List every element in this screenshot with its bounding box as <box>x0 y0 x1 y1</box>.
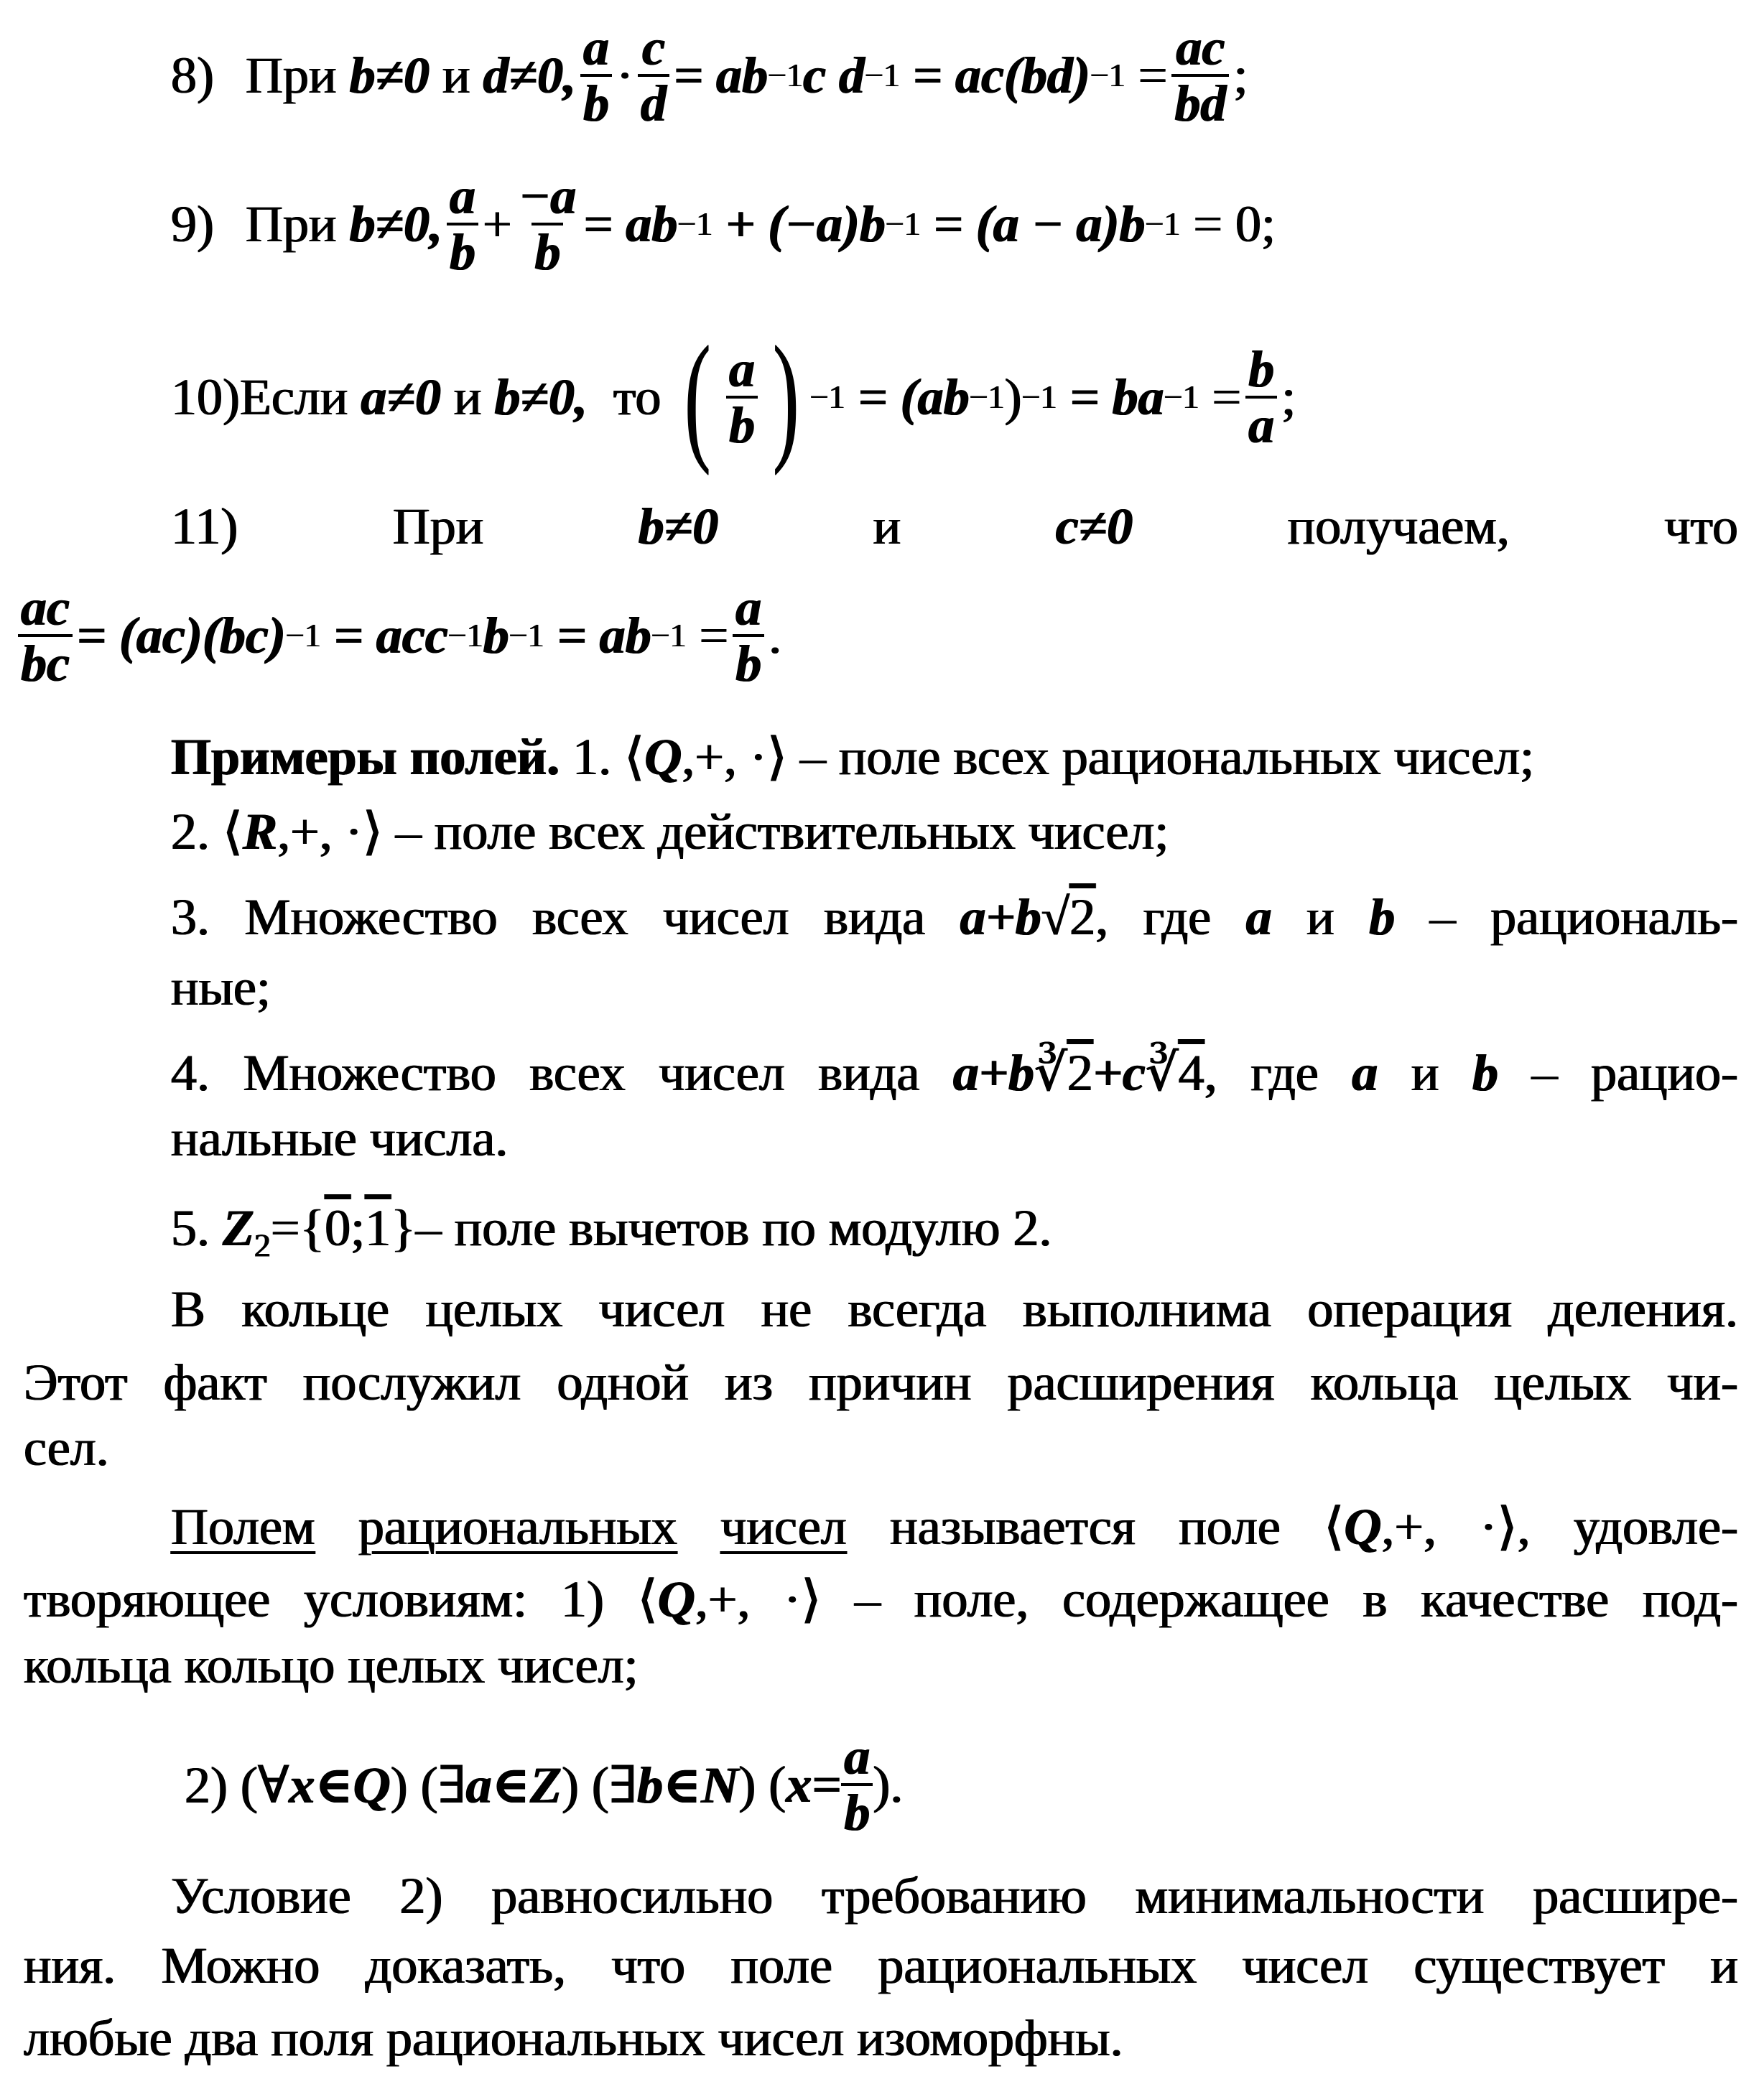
text: любые два поля рациональных чисел изоморфны. <box>24 2009 1123 2067</box>
math: b≠0 <box>638 498 719 555</box>
underlined-term: чисел <box>720 1498 847 1556</box>
item-11 <box>171 490 1738 562</box>
math: R <box>243 803 278 860</box>
math: = ab <box>583 195 678 253</box>
paragraph-line <box>24 1930 1738 2001</box>
item-9: 9) При b≠0, $\frac{a}{b}$ + $\frac{-a}{b}$ = ab −1 + (−a)b −1 = (a − a)b −1 = 0; <box>171 167 1276 281</box>
text: 11) При <box>171 498 484 555</box>
underlined-term: рациональных <box>358 1498 677 1556</box>
text: 5. <box>171 1199 210 1257</box>
text: то <box>613 368 662 426</box>
math: 0 <box>325 1199 351 1257</box>
math: c≠0 <box>1055 498 1133 555</box>
math: ) (∃ <box>562 1756 638 1814</box>
text: и <box>1411 1044 1439 1102</box>
math: = <box>1138 46 1168 104</box>
fraction <box>580 21 612 130</box>
math: = <box>699 606 729 664</box>
fraction <box>18 581 73 690</box>
math: ). <box>873 1755 904 1813</box>
text: кольца кольцо целых чисел; <box>24 1637 639 1694</box>
text: При <box>245 46 337 104</box>
fraction-denominator: b <box>580 74 612 130</box>
math: + (−a)b <box>725 195 886 253</box>
example-2 <box>171 796 1738 868</box>
fraction-denominator: b <box>733 634 764 690</box>
math: b≠0, <box>349 195 443 253</box>
math: = ab <box>557 606 651 664</box>
math: ; <box>1281 368 1296 426</box>
fraction <box>1171 21 1229 130</box>
math: Q <box>1344 1498 1382 1556</box>
text: ,+, ·⟩ – поле всех рациональных чисел; <box>682 728 1535 786</box>
math: Z <box>223 1199 254 1257</box>
math: b <box>1369 888 1396 946</box>
fraction-denominator: b <box>447 223 478 279</box>
fraction <box>726 340 758 454</box>
fraction-denominator: bd <box>1171 74 1229 130</box>
text: творяющее условиям: 1) ⟨ <box>24 1571 658 1628</box>
text: В кольце целых чисел не всегда выполнима операция деления. <box>171 1280 1738 1338</box>
sqrt-sign: √ <box>1041 888 1070 946</box>
item-11-formula: $\frac{ac}{bc}$ = (ac)(bc) −1 = acc −1 b −1 = ab −1 = $\frac{a}{b}$ . <box>18 575 781 697</box>
text: сел. <box>24 1419 109 1477</box>
math: Q <box>644 728 682 786</box>
example-3-continued <box>171 952 1738 1023</box>
cube-root-sign: ∛ <box>1034 1044 1067 1102</box>
underlined-term: Полем <box>171 1498 315 1556</box>
math: = ac(bd) <box>912 46 1090 104</box>
math: = (ab <box>858 368 970 426</box>
text: – рацио- <box>1531 1044 1739 1102</box>
cube-root-sign: ∛ <box>1145 1044 1179 1102</box>
text: ные; <box>171 959 271 1016</box>
math: a+b <box>952 1044 1034 1102</box>
text: и <box>453 368 482 426</box>
definition-line <box>171 1491 1738 1563</box>
text: , где <box>1204 1044 1319 1102</box>
text: Этот факт послужил одной из причин расширения кольца целых чи- <box>24 1354 1738 1411</box>
math: b <box>483 606 509 664</box>
text: Условие 2) равносильно требованию минимальности расшире- <box>171 1867 1738 1925</box>
fraction-denominator: b <box>841 1783 873 1839</box>
text: При <box>245 195 337 253</box>
math: 4 <box>1178 1044 1204 1102</box>
math: = (ac)(bc) <box>76 606 286 664</box>
fraction-numerator: c <box>642 19 666 76</box>
fraction-numerator: b <box>1248 340 1275 398</box>
text: 1. ⟨ <box>572 728 645 786</box>
item-number: 8) <box>171 46 214 104</box>
text: ,+, ·⟩ – поле всех действительных чисел; <box>277 803 1169 860</box>
condition-2-formula <box>185 1724 903 1846</box>
fraction-numerator: a <box>735 579 762 636</box>
math: · <box>616 46 634 104</box>
fraction <box>733 581 764 690</box>
item-10: 10) Если a≠0 и b≠0, то ( $\frac{a}{b}$ ) −1 = (ab −1 ) −1 = ba −1 = $\frac{b}{a}$ ; <box>171 317 1296 476</box>
math: ; <box>351 1199 366 1257</box>
example-4-continued <box>171 1102 1738 1174</box>
text: ния. Можно доказать, что поле рациональных чисел существует и <box>24 1937 1738 1994</box>
paragraph-line <box>171 1860 1738 1932</box>
definition-line <box>24 1629 1738 1701</box>
math: ={ <box>270 1199 325 1257</box>
example-5 <box>171 1192 1738 1264</box>
paragraph-line <box>24 1412 1738 1484</box>
text: и <box>873 498 901 555</box>
math: ) <box>1004 368 1022 426</box>
right-paren: ) <box>773 317 799 476</box>
definition-line <box>24 1563 1738 1635</box>
math: 2) (∀ <box>185 1756 289 1814</box>
fraction-numerator: ac <box>1176 19 1225 76</box>
math: a∈Z <box>465 1757 562 1814</box>
math: b≠0 <box>349 46 430 104</box>
math: + <box>483 195 512 253</box>
paragraph-line <box>171 1273 1738 1345</box>
math: 2 <box>1067 1044 1093 1102</box>
math: a+b <box>960 888 1041 946</box>
text: ,+, ·⟩ – поле, содержащее в качестве под- <box>695 1571 1738 1628</box>
text: – рациональ- <box>1429 888 1739 946</box>
text: нальные числа. <box>171 1110 509 1167</box>
fraction <box>1245 340 1277 454</box>
text: называется поле ⟨ <box>890 1498 1345 1556</box>
math: 1 <box>365 1199 391 1257</box>
text: и <box>1306 888 1334 946</box>
item-number: 9) <box>171 195 214 253</box>
text: 4. Множество всех чисел вида <box>171 1044 920 1102</box>
left-paren: ( <box>684 317 712 476</box>
fraction <box>841 1730 873 1839</box>
math: = (a − a)b <box>933 195 1146 253</box>
text: }– поле вычетов по модулю 2. <box>391 1199 1052 1257</box>
math: c d <box>803 46 865 104</box>
subscript: 2 <box>254 1227 271 1264</box>
fraction-numerator: a <box>844 1728 871 1785</box>
math: 2 <box>1069 888 1096 946</box>
fraction <box>447 169 478 279</box>
math: = ba <box>1069 368 1164 426</box>
math: a <box>1352 1044 1378 1102</box>
fraction-numerator: a <box>583 19 610 76</box>
math: = <box>1212 368 1242 426</box>
fraction-numerator: a <box>729 340 756 398</box>
examples-heading-line <box>171 721 1738 793</box>
math: = 0; <box>1193 195 1276 253</box>
fraction <box>516 169 580 279</box>
example-3 <box>171 881 1738 953</box>
math: x= <box>786 1755 842 1813</box>
fraction-denominator: b <box>726 396 758 452</box>
fraction-denominator: b <box>531 223 563 279</box>
text: что <box>1664 498 1739 555</box>
section-heading: Примеры полей. <box>171 728 560 786</box>
text: Если <box>239 368 348 426</box>
paragraph-line <box>24 2002 1738 2074</box>
math: +c <box>1092 1044 1146 1102</box>
math: ; <box>1233 46 1248 104</box>
math: a≠0 <box>361 368 441 426</box>
fraction-denominator: a <box>1245 396 1277 452</box>
math: = ab <box>674 46 769 104</box>
paragraph-line <box>24 1347 1738 1418</box>
math: ) ( <box>738 1755 786 1813</box>
fraction <box>638 21 669 130</box>
math: b≠0, <box>494 368 588 426</box>
math: b∈N <box>637 1757 739 1814</box>
text: , где <box>1095 888 1212 946</box>
text: ,+, ·⟩, удовле- <box>1381 1498 1738 1556</box>
fraction-denominator: d <box>638 74 669 130</box>
text: получаем, <box>1287 498 1510 555</box>
fraction-numerator: ac <box>21 579 70 636</box>
item-number: 10) <box>171 368 240 426</box>
math: ) (∃ <box>390 1756 466 1814</box>
math: a <box>1245 888 1272 946</box>
math: b <box>1472 1044 1498 1102</box>
math: d≠0, <box>483 46 577 104</box>
fraction-denominator: bc <box>18 634 73 690</box>
item-8: 8) При b≠0 и d≠0, $\frac{a}{b}$ · $\frac{c}{d}$ = ab −1 c d −1 = ac(bd) −1 = $\frac{ac}{bd}$ ; <box>171 19 1248 132</box>
math: Q <box>657 1571 695 1628</box>
text: и <box>442 46 470 104</box>
math: = acc <box>333 606 448 664</box>
fraction-numerator: a <box>450 167 476 225</box>
math: x∈Q <box>289 1757 391 1814</box>
text: 3. Множество всех чисел вида <box>171 888 926 946</box>
example-4 <box>171 1037 1738 1109</box>
fraction-numerator: −a <box>519 167 577 225</box>
text: 2. ⟨ <box>171 803 243 860</box>
math: . <box>769 606 782 664</box>
